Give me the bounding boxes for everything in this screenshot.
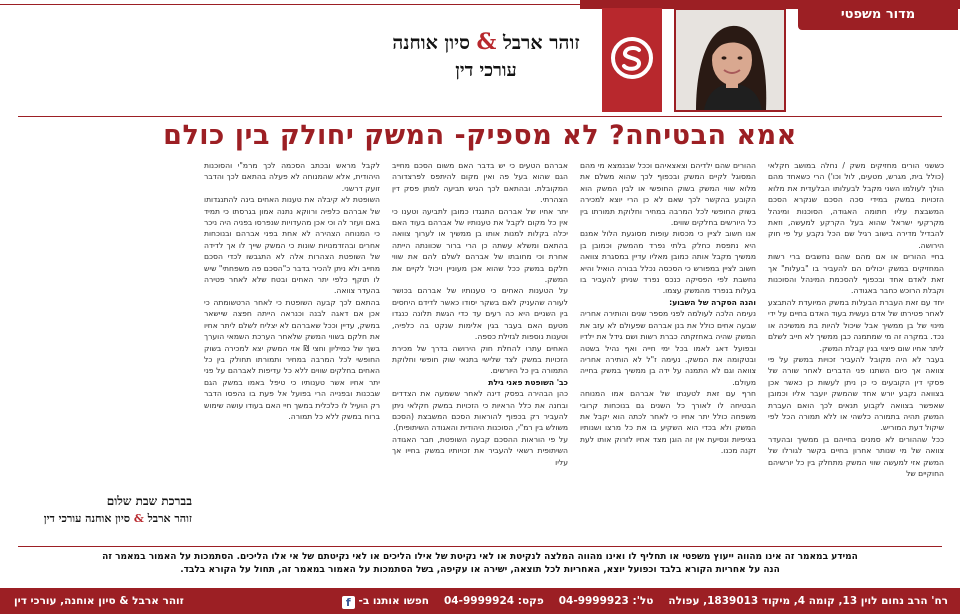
article-headline: אמא הבטיחה? לא מספיק- המשק יחולק בין כולם [163,120,797,151]
ampersand: & [133,512,144,525]
paragraph: כהן הבהירה בפסק דינה לאחר ששמעה את הצדדים ובחנה את כלל הראיות כי הזכויות במשק חקלאי ניתן להעביר רק בכפוף להוראות הסכם המשבצת (הסכם משולש בין רמ"י, הסוכנות היהודית והאגודה השיתופית). [392,389,568,433]
signature-names [16,510,192,528]
contact-footer [0,588,960,614]
logo-emblem-icon [610,36,654,80]
paragraph: כששני הורים מחזיקים משק / נחלה במושב חקלאי (כולל בית, מגרש, מטעים, לול וכו') הרי כשאחד מהם הולך לעולמו השני מקבל לבעלותו הבלעדית את מלוא הזכויות במשק במידי סכה הסכם שנקרא הסכם המשבצת עליו חתומה האגודה, הסוכנות ומינהל מקרקעי ישראל שהוא בעל הקרקע למעשה, וזאת להבדיל מדירה בישוב רגיל שם הכל נקבע על פי חוק הירושה. [768,161,944,250]
subheading: כב' השופטת פאני גילת [488,377,568,387]
paragraph: נעימה הלכה לעולמה לפני מספר שנים והותירה אחריה שבעה אחים כולל את בנן אברהם שפעולם לא עזב את המשק שהיה באחזקתה כברת רשות ושם גידל את ילדיו ובפועל דאג לאמו בכל ימי חייה ואף נהיל בשטה ובטקומה את המשק. נעימה ז"ל לא הותירה אחריה צוואה וגם לא התמנה על ידה בן ממשיך במשק בחייה מעולם. [580,309,756,387]
paragraph: בהתאם לכך קבעה השופטת כי לאחר הרטשומתה כי אכן אם דאגה לבנה וכנראה הייתה חפצה שיישאר במשק, עדיין וככל שאברהם לא יצליח לשלם ליתר אחיו את חלקם בשווי המשק שלאחר הערכת השמאי הוערך בשך של כמיליון וחצי ₪ אזי המשק יצא למכירה בשוק החופשי לכל המרבה במחיר ותמורתו תחולק בין כל האחים בחלקים שווים ללא כל עדיפות לאברהם על פני יתר אחיו אשר טענותיו כי טיפל באמו במשק הגם שבכנות ובפנייה הרי בפועל אל פעת בו נהפסו הדבר רק הועיל לו כלכלית במשך חיי האם בעודו עושה שימוש ברוח במשק ללא כל תמורה. [204,297,380,421]
paragraph: ככל שההורים לא סמנים בחייהם בן ממשיך ובהעדר צוואה של מי שנותר אחרון בחיים בקשר לגורלו של המשק אזי למעשה שווי המשק מתחלק בין כל יורשיהם החוקיים של [768,434,944,478]
footer-address: רח' הרב נחום לוין 13, קומה 4, מיקוד 1839013, עפולה [668,595,948,607]
paragraph: השופטת לא קיבלה את טענות האחים בינה להתנגדותו של אברהם כלפיה ורווקא נתנה אמון בגרסתו כי תמיד באם ועזר לה וכי אכן מהעדויות שנפרסו בפניה היה ניכר כי המנוחה הצהירה לא אחת בפני אברהם ובנוכחות אחרים ובהזדמנויות שונות כי המשק שייך לו אך לדידה של השופטת הצהרות אלה לא התגבשו לכדי הסכם מחייב ולא ניתן להכיר בדבר כ"הסכם פה משפחתי" שיש לו תוקף כלפי יתר האחים ובטח שלא לאחר פטירה בהעדר צוואה. [204,195,380,296]
article-body [16,160,944,536]
greeting: בברכת שבת שלום [106,494,192,508]
header-divider [18,116,942,117]
paragraph: על פי הוראות ההסכם קבעה השופטת, חבר האגודה השיתופית רשאי להעביר את זכויותיו במשק בחייו אך עליו [392,434,568,467]
author-names [386,30,586,55]
firm-logo [602,8,662,112]
article-column-4 [204,160,380,536]
author-title: עורכי דין [455,60,517,81]
author-name-a: זוהר ארבל [503,32,580,54]
author-names-block [386,30,586,83]
paragraph: יתר אחיו של אברהם התנגדו כמובן לתביעה וטענו כי אין כל מקום לקבל את טענותיו של אברהם בעוד האם יכלה בקלות למנות אותו בן ממשיך או לערוך צוואה בהתאם ומשלא עשתה כן הרי ברור שכוונתה הייתה אחרת וכי מחובתו של אברהם לשלם להם את שווי חלקם במשק ככל שהוא אכן מעוניין ויכול לקיים את המשק. [392,206,568,285]
subheading: והנה הסקרה של השבוע: [669,297,756,307]
ampersand: & [476,29,497,55]
paragraph: בעבר לא היה מקובל להעביר זכויות במשק על פי צוואה אך כיום השתנו פני הדברים לאחר שורה של פסקי דין הקובעים כי כן ניתן לעשות כן כאשר אכן בצוואה נקבע יורש אחד שהמשק יועבר אליו וכמובן שאפשר בצוואה לקבוע תנאים לכך הואם העברת המשק תהיה בתמורה כלשהי או ללא תמורה הכל לפי שיקול דעת המוריש. [768,354,944,433]
disclaimer [18,546,942,577]
author-name-b: סיון אוחנה [392,32,470,54]
paragraph: בחיי ההורים או אם מהם שהם נחשבים ברי רשות המחזיקים במשק יכולים הם להעביר בו "בעלות" אך זאת לאדם אחד ובכפוף להסכמת המינהל והסוכנות וקבלת הרוכש כחבר באגודה. [768,252,944,296]
footer-fax: פקס: 04-9999924 [443,595,544,607]
portrait-image [676,10,784,110]
paragraph: לקבל מראש ובכתב הסכמה לכך מרמ"י והסוכנות היהודית, אלא שהמנוחה לא פעלה בהתאם לכך והדבר זועק דרשני. [204,161,380,193]
facebook-icon[interactable]: f [342,596,355,609]
ampersand: & [119,595,129,607]
article-column-2 [580,160,756,536]
paragraph: על הטענות האחים כי טענותיו של אברהם בכושר לעורה שהעניק לאם בשקר יסודו כאשר לדידם היחסים בין השניים היא כה רעים עד כדי הגשת תלונה כנגדו מטעם האם בעבר בגין אלימות שנקט בה כלפיה, וטענות נוספות לגזילת כספה. [392,286,568,342]
paragraph: יחד עם זאת העברת הבעלות במשק המיועדת להתבצע לאחר פטירתו של אדם נעשית בעוד האדם בחיים על ידי מינוי של בן ממשיך אבל שיכול להיות בת ממשיכה או נכד. במקרה זה מי שמתמנה כבן ממשיך לא חייב לשלם ליתר אחיו שום פיצוי בגין קבלת המשק. [768,297,944,353]
article-column-1 [768,160,944,536]
footer-facebook-text: חפשו אותנו ב- [358,595,430,607]
paragraph: אנו חשוב לציין כי מכסות עופות מסוגעת הלול אמנם היא נתפסת כחלק בלתי נפרד מהמשק וכמובן בן ממשיך מקבל אותה כמובן מאליו עדיין במסגרת צוואה חשוב לציין במפורש כי הסכסה נכלל בבורה הואיל והיא נחשבת לפי הפסיקה כנכס נפרד שניתן להעביר בו בעלות בנפרד מהמשק עצמו. [580,229,756,296]
article-column-3 [392,160,568,536]
footer-brand-b: סיון אוחנה, עורכי דין [14,595,116,607]
paragraph: אברהם הטעים כי יש בדבר האם משום הסכם מחייב הגם שהוא בעל פה ואין מקום להיתפס לפרצדורה המקובלת. ובהתאם לכך הגיש תביעה למתן פסק דין הצהרתי. [392,161,568,205]
disclaimer-line-2: הנה על אחריות הקורא בלבד וכפועל יוצא, האחריות לכל תוצאה, ישירה או עקיפה, בשל הסתמכות על האמור במאמר זה, תחול על הקורא בלבד. [180,565,780,575]
disclaimer-line-1: המידע במאמר זה אינו מהווה ייעוץ משפטי או תחליף לו ואינו מהווה המלצה לנקיטת או לאי נקיטת של אילו הליכים או לאי נקיטתם של אי אלו הליכים. הסתמכות על האמור במאמר זה [102,552,858,562]
footer-brand-a: זוהר ארבל [132,595,184,607]
paragraph: חרף עם זאת לטענתו של אברהם אמו המנוחה הבטיחה לו לאורך כל השנים גם בנוכחות קרובי משפחה כולל יתר אחיו כי לאחר לכתה הוא יקבל את המשק ולא בכדי הוא השקיע בו את כל מרצו ושנותיו בציפיות ונסיעת אין זה הוגן מצד אחיו לזרוק אותו לעת זקנה מכנו. [580,389,756,456]
footer-phone: טל': 04-9999923 [558,595,654,607]
paragraph: ההורים שהם ילדיהם וצאצאיהם וככל שבנמצא מי מהם המסוגל לקיים המשק ובכפוף לכך שהוא משלם את מלוא שווי המשק בשוק החופשי או לבין המשק הוא הקובע בהקשר לכך שאם לא כן הרי יוצא למכירה בשוק החופשי לכל המרבה במחיר וחלוקת תמורתו בין כל היורשים בחלקים שווים. [580,161,756,228]
signature-block [16,492,192,528]
footer-contact [338,588,948,614]
signature-name-a: זוהר ארבל [147,512,192,525]
footer-brand [14,588,184,614]
section-tab: מדור משפטי [798,0,958,30]
paragraph: האחים עתרו להחלת חוק הירושה בדרך של מכירת הזכויות במשק לצד שלישי בתנאי שוק חופשי וחלוקת התמורה בין כל היורשים. [392,343,568,376]
signature-name-b: סיון אוחנה עורכי דין [43,512,131,525]
author-photo [674,8,786,112]
